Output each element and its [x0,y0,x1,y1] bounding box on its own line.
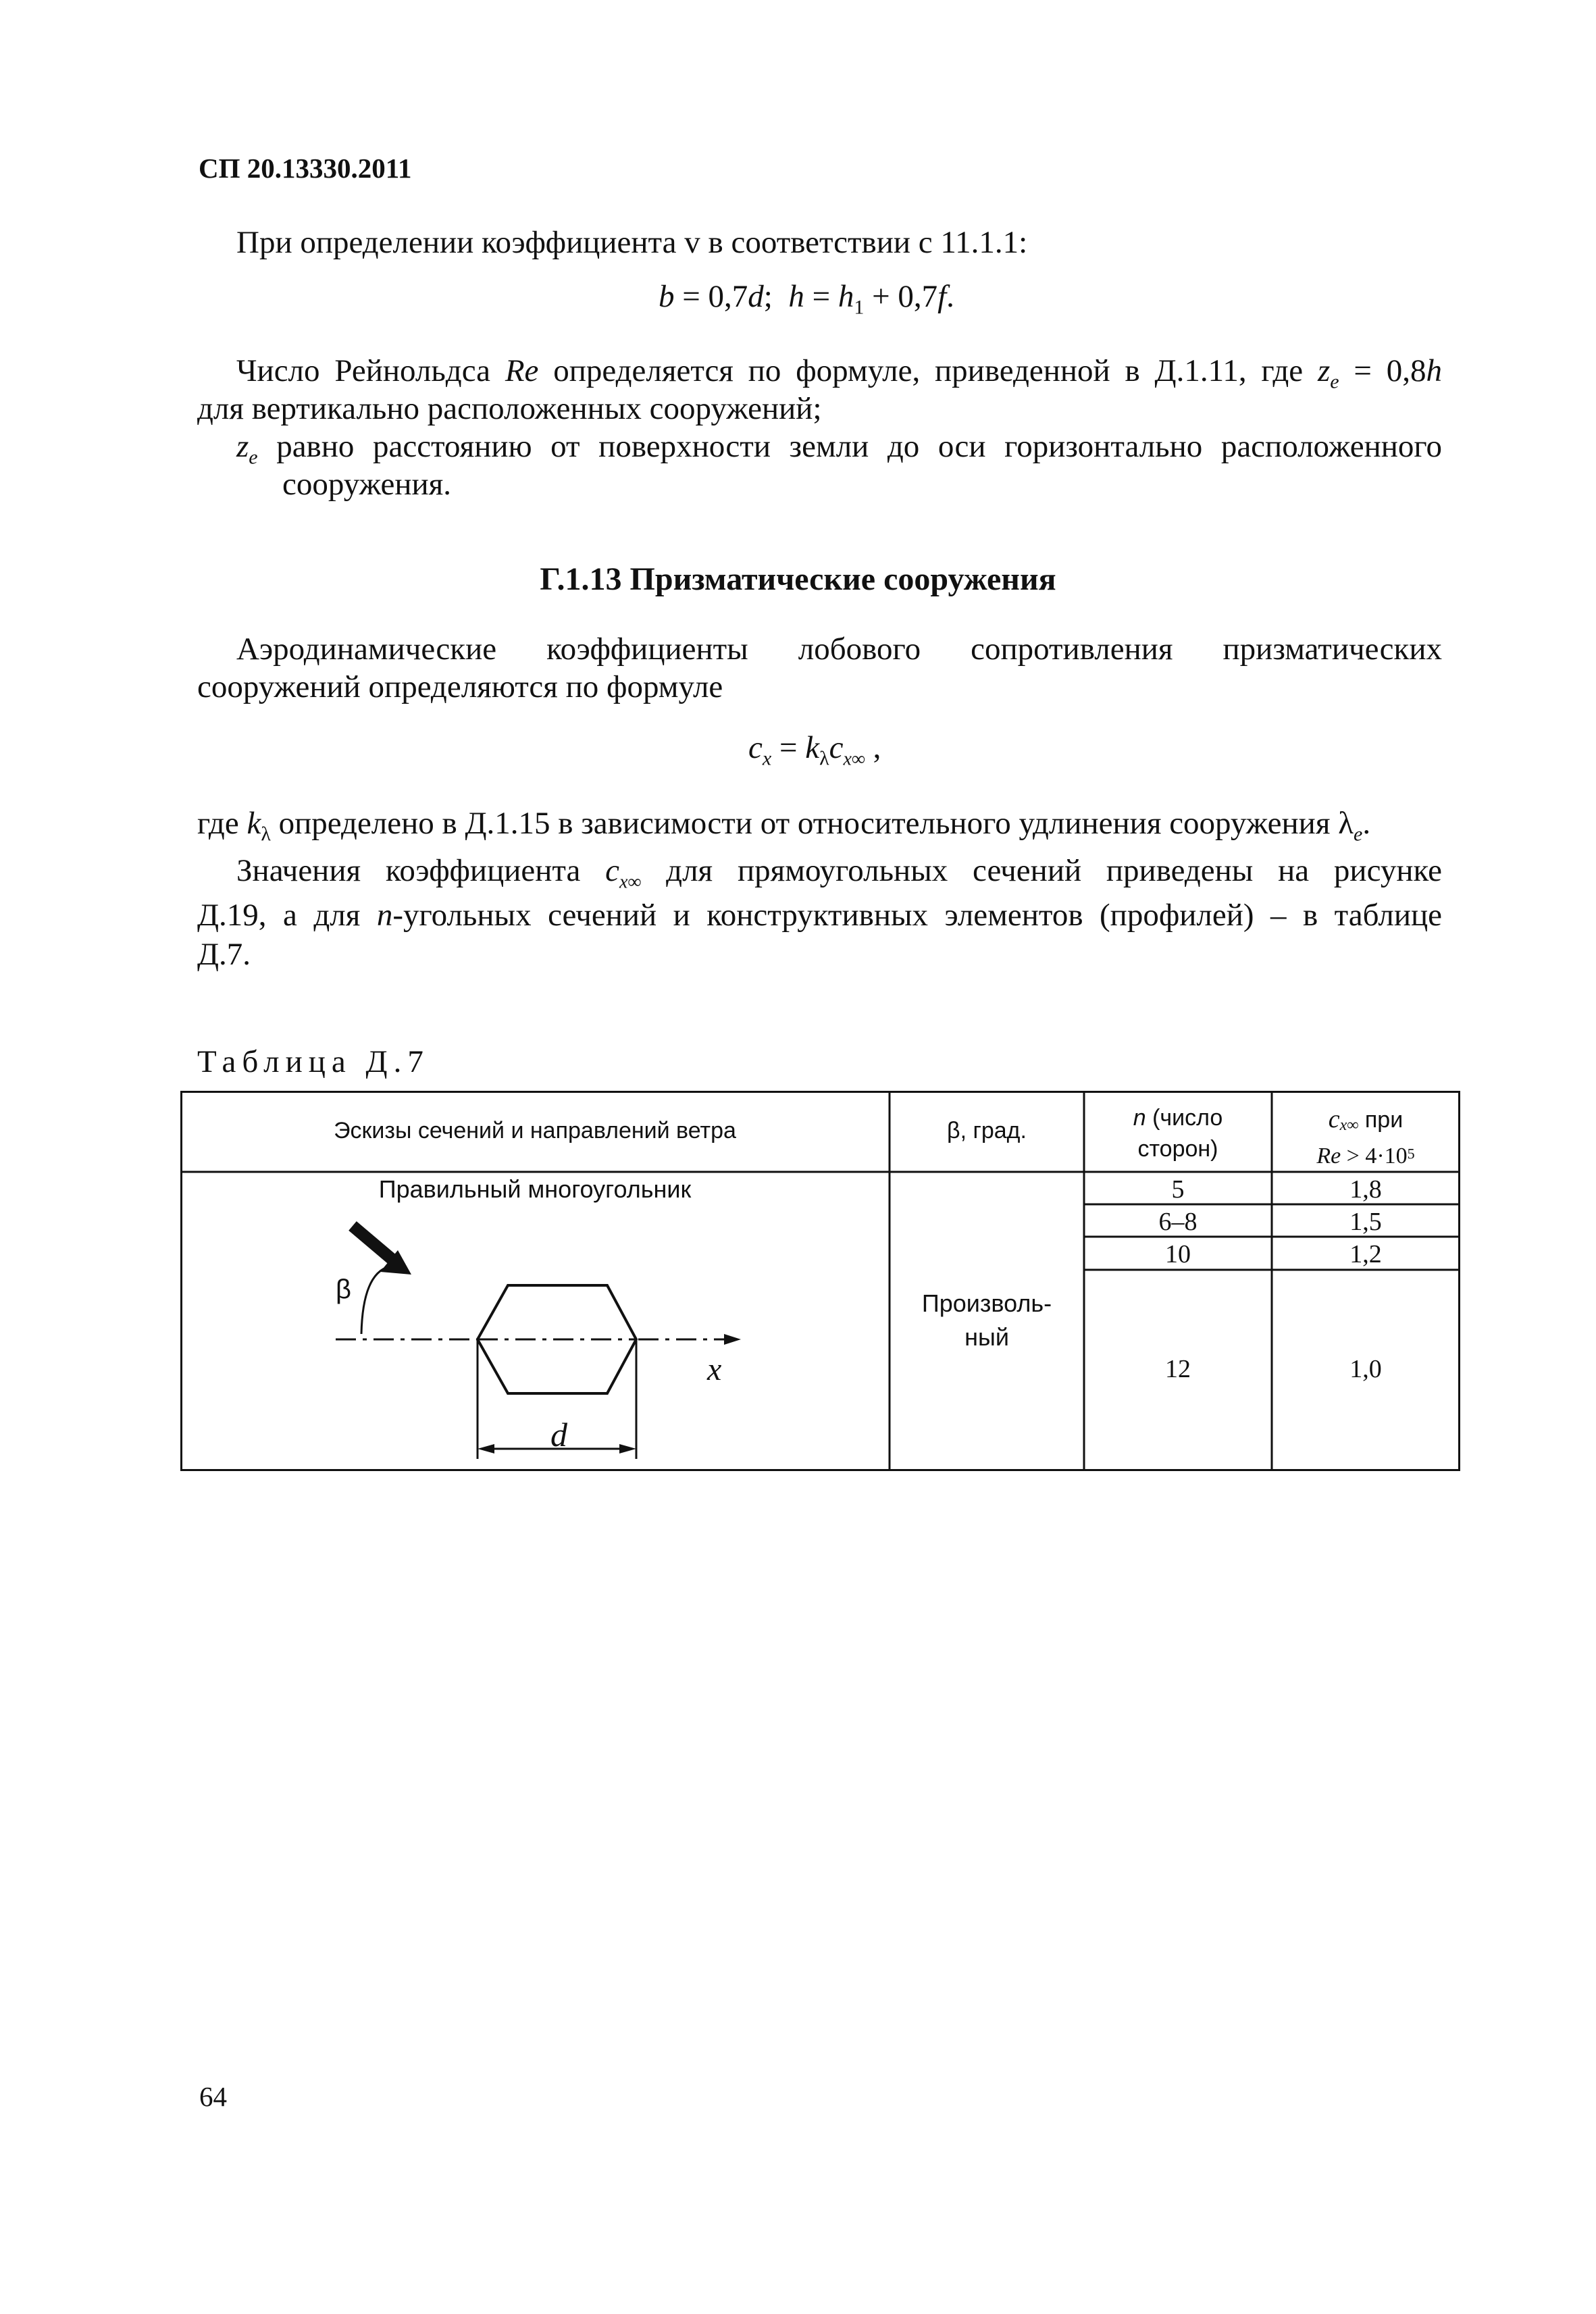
beta-label: β [336,1275,352,1304]
table-d7 [180,1091,1460,1471]
header-sketches: Эскизы сечений и направлений ветра [334,1118,736,1143]
table-row-1-c: 1,5 [1349,1208,1382,1236]
paragraph-k-lambda: где $k_\lambda$ определено в Д.1.15 в зависимости от относительного удлинения сооружения $\lambda_e$. [197,806,1371,846]
page-number: 64 [199,2081,227,2112]
table-row-2-n: 10 [1165,1240,1191,1268]
paragraph-nu-definition: При определении коэффициента v в соответствии с 11.1.1: [236,225,1028,260]
x-axis-label: x [707,1352,722,1387]
polygon-sketch [180,1172,890,1469]
header-beta: β, град. [947,1118,1027,1143]
table-label: Таблица Д.7 [197,1044,430,1079]
table-row-0-n: 5 [1171,1175,1185,1204]
paragraph-values-line2: Д.19, а для n-угольных сечений и конструктивных элементов (профилей) – в таблице [197,898,1442,933]
paragraph-values-line3: Д.7. [197,937,251,972]
table-row-2-c: 1,2 [1349,1240,1382,1268]
beta-value: Произволь- ный [921,1289,1052,1352]
beta-arc [361,1266,390,1334]
list-item-ze-line2: сооружения. [282,467,452,502]
table-row-3-c: 1,0 [1349,1355,1382,1383]
table-row-3-n: 12 [1165,1355,1191,1383]
paragraph-aero-line2: сооружений определяются по формуле [197,669,723,704]
wind-arrow-icon [353,1226,411,1275]
header-n-sides: n (число сторон) [1133,1105,1223,1162]
formula-cx: $c_x = k_\lambda c_{x\infty}$ , [748,730,881,770]
list-item-ze-line1: $z_e$ равно расстоянию от поверхности земли до оси горизонтально расположенного [236,429,1442,469]
section-heading: Г.1.13 Призматические сооружения [540,561,1056,597]
header-cx: $c_{x\infty}$ при $Re > 4\cdot 10^5$ [1316,1105,1415,1168]
paragraph-aero-line1: Аэродинамические коэффициенты лобового сопротивления призматических [236,632,1442,667]
table-row-0-c: 1,8 [1349,1175,1382,1204]
formula-b-h: b = 0,7d; $h = h_1 + 0,7f$. [659,279,954,319]
table-row-1-n: 6–8 [1158,1208,1198,1236]
paragraph-values-line1: Значения коэффициента $c_{x\infty}$ для прямоугольных сечений приведены на рисунке [236,853,1442,893]
paragraph-reynolds-line2: для вертикально расположенных сооружений; [197,391,822,426]
sketch-title: Правильный многоугольник [378,1175,692,1203]
d-dimension-label: d [550,1416,567,1454]
paragraph-reynolds-line1: Число Рейнольдса Re определяется по формуле, приведенной в Д.1.11, где $z_e = 0,8h$ [236,353,1442,393]
document-code: СП 20.13330.2011 [199,153,412,184]
